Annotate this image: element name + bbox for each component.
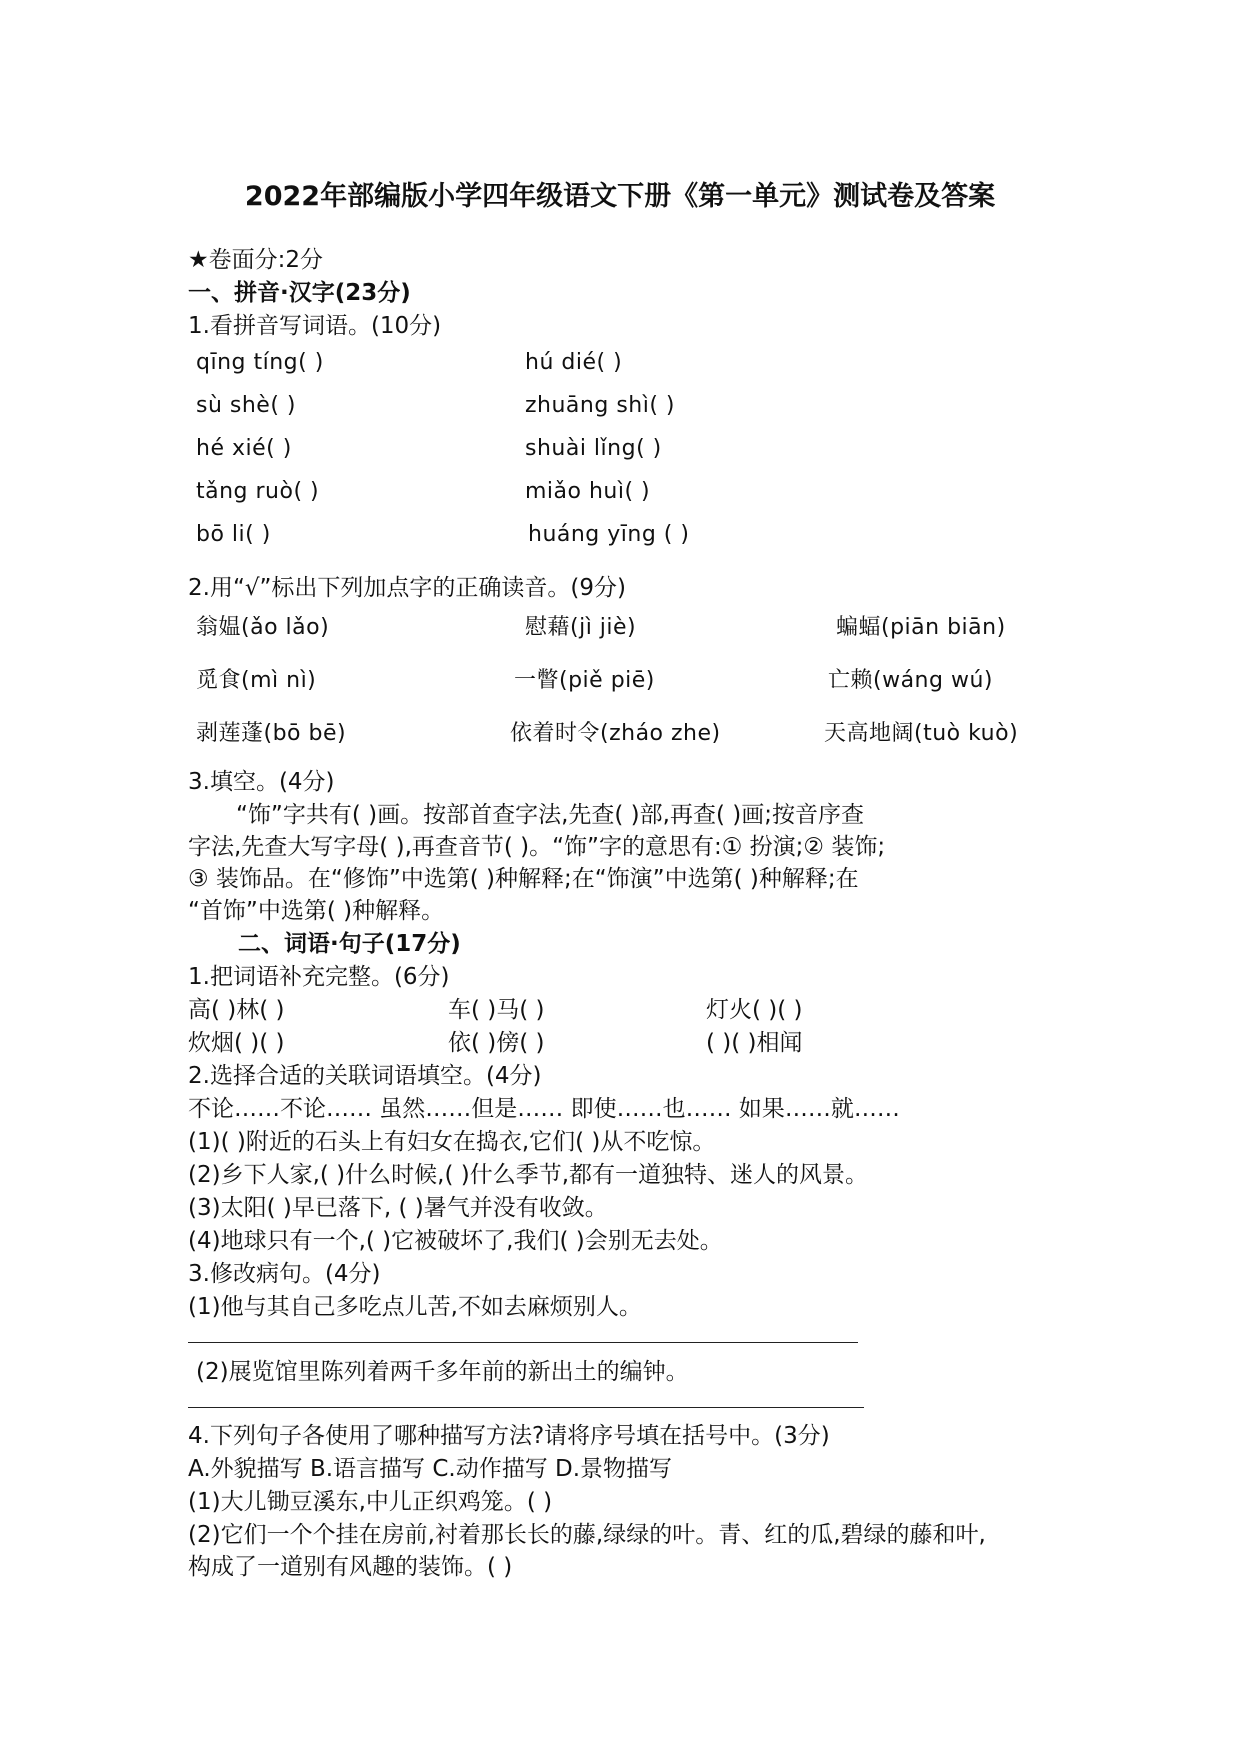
question-1-3-prompt: 3.填空。(4分) (188, 769, 335, 795)
reading-item: 翁媪(ǎo lǎo) (196, 615, 330, 640)
method-item: (1)大儿锄豆溪东,中儿正织鸡笼。( ) (188, 1489, 553, 1515)
pinyin-item: zhuāng shì( ) (525, 393, 675, 418)
pinyin-item: sù shè( ) (196, 393, 296, 418)
word-blank: 依( )傍( ) (448, 1030, 545, 1056)
question-2-1-prompt: 1.把词语补充完整。(6分) (188, 964, 450, 990)
pinyin-item: hé xié( ) (196, 436, 292, 461)
pinyin-item: shuài lǐng( ) (525, 436, 662, 461)
paragraph-line: ③ 装饰品。在“修饰”中选第( )种解释;在“饰演”中选第( )种解释;在 (188, 866, 859, 892)
word-blank: 高( )林( ) (188, 997, 285, 1023)
conjunction-item: (1)( )附近的石头上有妇女在捣衣,它们( )从不吃惊。 (188, 1129, 716, 1155)
reading-item: 依着时令(zháo zhe) (510, 721, 721, 746)
question-1-2-prompt: 2.用“√”标出下列加点字的正确读音。(9分) (188, 575, 627, 601)
pinyin-item: miǎo huì( ) (525, 479, 651, 504)
conjunction-item: (3)太阳( )早已落下, ( )暑气并没有收敛。 (188, 1195, 608, 1221)
question-2-4-prompt: 4.下列句子各使用了哪种描写方法?请将序号填在括号中。(3分) (188, 1423, 830, 1449)
answer-line[interactable] (188, 1407, 864, 1408)
reading-item: 慰藉(jì jiè) (525, 615, 637, 640)
sentence-item: (2)展览馆里陈列着两千多年前的新出土的编钟。 (196, 1359, 689, 1385)
pinyin-item: hú dié( ) (525, 350, 623, 375)
sentence-item: (1)他与其自己多吃点儿苦,不如去麻烦别人。 (188, 1294, 642, 1320)
pinyin-item: bō li( ) (196, 522, 271, 547)
method-options: A.外貌描写 B.语言描写 C.动作描写 D.景物描写 (188, 1456, 673, 1482)
reading-item: 觅食(mì nì) (196, 668, 317, 693)
pinyin-item: qīng tíng( ) (196, 350, 324, 375)
reading-item: 蝙蝠(piān biān) (836, 615, 1006, 640)
answer-line[interactable] (188, 1342, 858, 1343)
section-2-heading: 二、词语·句子(17分) (238, 931, 461, 957)
paragraph-line: “饰”字共有( )画。按部首查字法,先查( )部,再查( )画;按音序查 (236, 802, 864, 828)
section-1-heading: 一、拼音·汉字(23分) (188, 280, 411, 306)
method-item: 构成了一道别有风趣的装饰。( ) (188, 1554, 513, 1580)
word-blank: 炊烟( )( ) (188, 1030, 285, 1056)
reading-item: 天高地阔(tuò kuò) (824, 721, 1019, 746)
question-2-2-prompt: 2.选择合适的关联词语填空。(4分) (188, 1063, 542, 1089)
question-2-3-prompt: 3.修改病句。(4分) (188, 1261, 381, 1287)
word-blank: 灯火( )( ) (706, 997, 803, 1023)
pinyin-item: tǎng ruò( ) (196, 479, 320, 504)
conjunction-item: (2)乡下人家,( )什么时候,( )什么季节,都有一道独特、迷人的风景。 (188, 1162, 869, 1188)
question-1-1-prompt: 1.看拼音写词语。(10分) (188, 313, 442, 339)
paragraph-line: 字法,先查大写字母( ),再查音节( )。“饰”字的意思有:① 扮演;② 装饰; (188, 834, 886, 860)
paragraph-line: “首饰”中选第( )种解释。 (188, 898, 445, 924)
document-title: 2022年部编版小学四年级语文下册《第一单元》测试卷及答案 (244, 181, 996, 212)
conjunction-options: 不论……不论…… 虽然……但是…… 即使……也…… 如果……就…… (188, 1096, 900, 1122)
reading-item: 剥莲蓬(bō bē) (196, 721, 347, 746)
score-note: ★卷面分:2分 (188, 247, 324, 273)
conjunction-item: (4)地球只有一个,( )它被破坏了,我们( )会别无去处。 (188, 1228, 723, 1254)
method-item: (2)它们一个个挂在房前,衬着那长长的藤,绿绿的叶。青、红的瓜,碧绿的藤和叶, (188, 1522, 986, 1548)
word-blank: 车( )马( ) (448, 997, 545, 1023)
reading-item: 亡赖(wáng wú) (828, 668, 993, 693)
pinyin-item: huáng yīng ( ) (528, 522, 690, 547)
word-blank: ( )( )相闻 (706, 1030, 803, 1056)
reading-item: 一瞥(piě piē) (514, 668, 655, 693)
